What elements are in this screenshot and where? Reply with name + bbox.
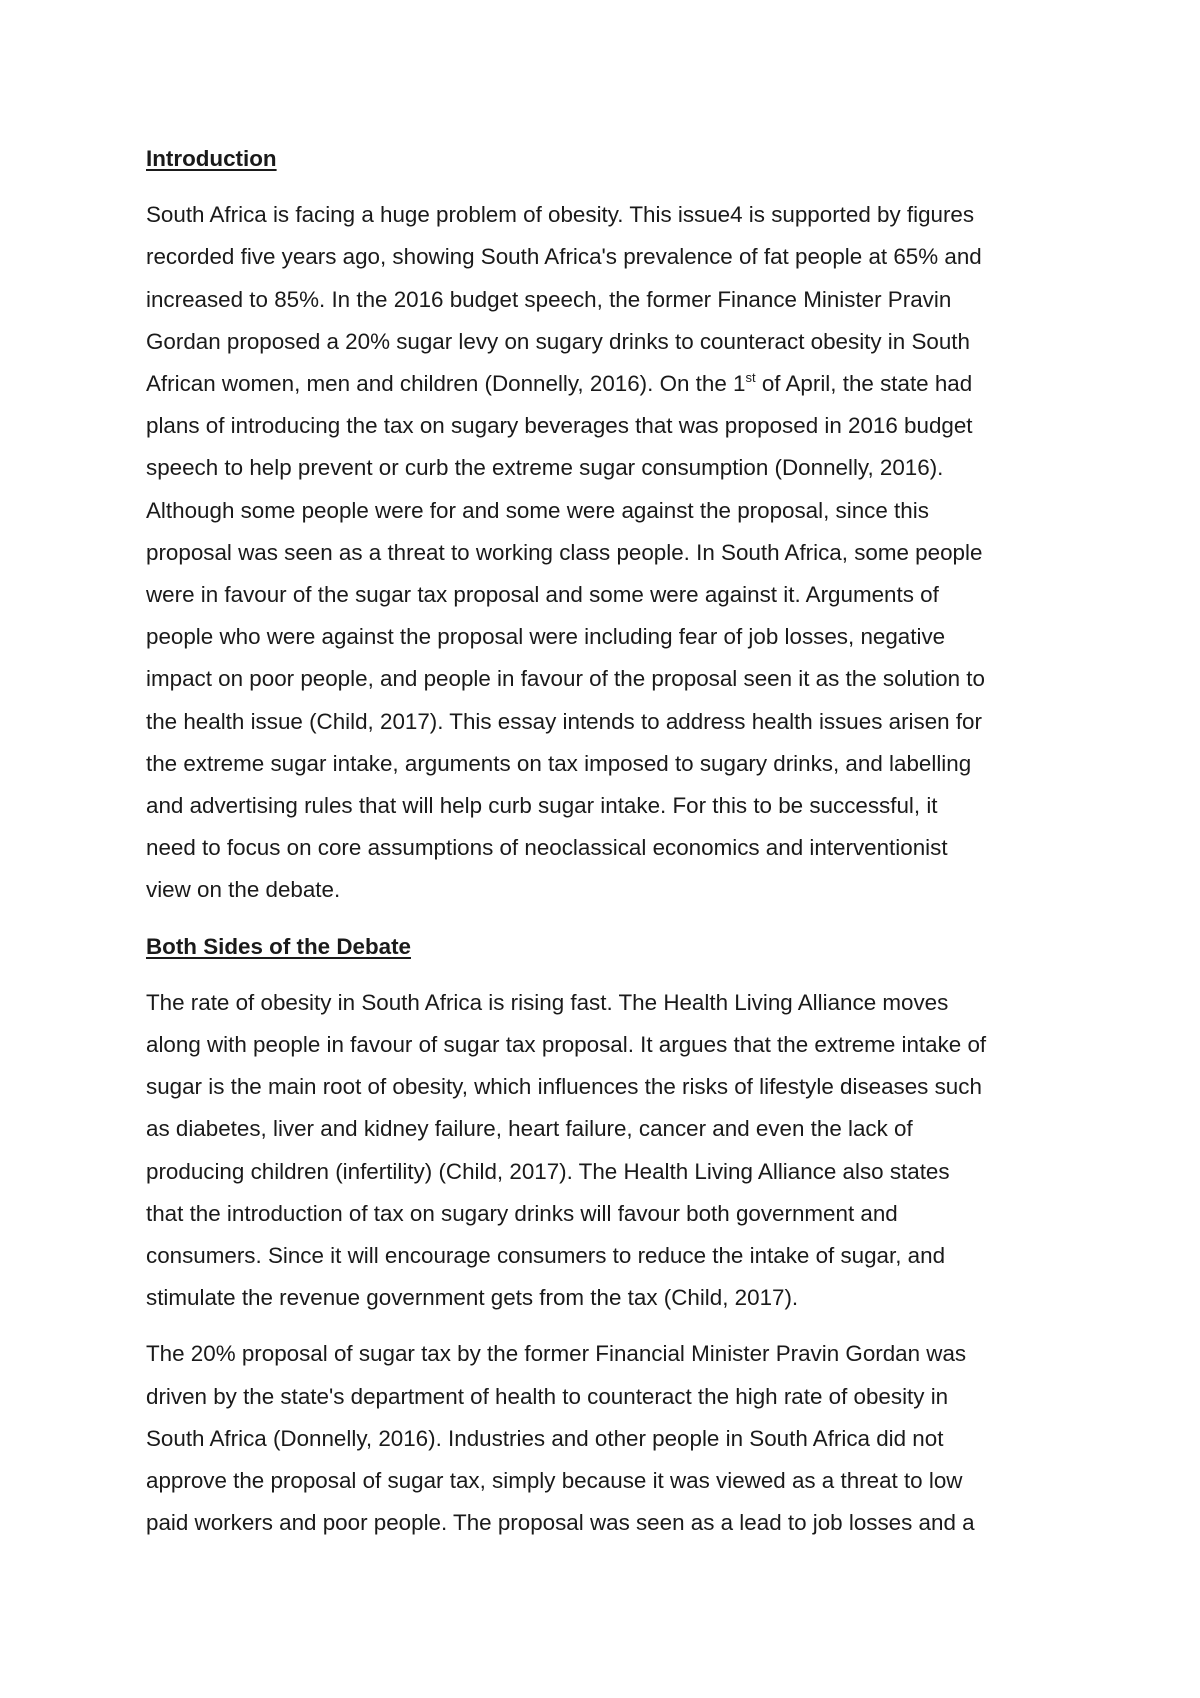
text-line: producing children (infertility) (Child, 2017). The Health Living Alliance also states xyxy=(146,1158,950,1184)
text-line: approve the proposal of sugar tax, simply because it was viewed as a threat to low xyxy=(146,1468,963,1494)
text-line: driven by the state's department of health to counteract the high rate of obesity in xyxy=(146,1383,949,1409)
text-line: consumers. Since it will encourage consumers to reduce the intake of sugar, and xyxy=(146,1243,946,1269)
text-line: plans of introducing the tax on sugary beverages that was proposed in 2016 budget xyxy=(146,413,973,439)
text-segment: African women, men and children (Donnelly, 2016). On the 1 xyxy=(146,371,746,397)
text-line: along with people in favour of sugar tax proposal. It argues that the extreme intake of xyxy=(146,1032,987,1058)
paragraph-introduction xyxy=(146,194,1074,911)
paragraph-both-sides-1 xyxy=(146,982,1074,1320)
text-line: Gordan proposed a 20% sugar levy on sugary drinks to counteract obesity in South xyxy=(146,328,970,354)
text-line: paid workers and poor people. The proposal was seen as a lead to job losses and a xyxy=(146,1510,975,1536)
paragraph-both-sides-2 xyxy=(146,1333,1074,1544)
text-segment: of April, the state had xyxy=(755,371,973,397)
text-line: and advertising rules that will help curb sugar intake. For this to be successful, it xyxy=(146,793,938,819)
text-line: need to focus on core assumptions of neoclassical economics and interventionist xyxy=(146,835,948,861)
text-line: impact on poor people, and people in favour of the proposal seen it as the solution to xyxy=(146,666,985,692)
text-line: recorded five years ago, showing South Africa's prevalence of fat people at 65% and xyxy=(146,244,982,270)
text-line: the health issue (Child, 2017). This essay intends to address health issues arisen for xyxy=(146,708,982,734)
text-line: South Africa (Donnelly, 2016). Industries and other people in South Africa did not xyxy=(146,1425,944,1451)
text-line: speech to help prevent or curb the extreme sugar consumption (Donnelly, 2016). xyxy=(146,455,944,481)
text-line: The 20% proposal of sugar tax by the former Financial Minister Pravin Gordan was xyxy=(146,1341,967,1367)
text-line: were in favour of the sugar tax proposal and some were against it. Arguments of xyxy=(146,582,939,608)
text-line: South Africa is facing a huge problem of obesity. This issue4 is supported by figures xyxy=(146,202,975,228)
text-line: view on the debate. xyxy=(146,877,341,903)
heading-both-sides: Both Sides of the Debate xyxy=(146,933,411,959)
text-line: increased to 85%. In the 2016 budget speech, the former Finance Minister Pravin xyxy=(146,286,952,312)
document-body xyxy=(146,138,1074,1559)
text-line: The rate of obesity in South Africa is rising fast. The Health Living Alliance moves xyxy=(146,989,949,1015)
heading-introduction: Introduction xyxy=(146,146,277,171)
text-line: people who were against the proposal were including fear of job losses, negative xyxy=(146,624,946,650)
text-line: the extreme sugar intake, arguments on tax imposed to sugary drinks, and labelling xyxy=(146,750,972,776)
text-line: Although some people were for and some were against the proposal, since this xyxy=(146,497,929,523)
text-line-with-superscript xyxy=(146,363,1074,405)
text-line: proposal was seen as a threat to working class people. In South Africa, some people xyxy=(146,539,983,565)
text-line: as diabetes, liver and kidney failure, heart failure, cancer and even the lack of xyxy=(146,1116,913,1142)
text-line: stimulate the revenue government gets from the tax (Child, 2017). xyxy=(146,1285,799,1311)
text-line: that the introduction of tax on sugary drinks will favour both government and xyxy=(146,1200,898,1226)
ordinal-superscript: st xyxy=(745,370,756,386)
text-line: sugar is the main root of obesity, which influences the risks of lifestyle diseases such xyxy=(146,1074,982,1100)
